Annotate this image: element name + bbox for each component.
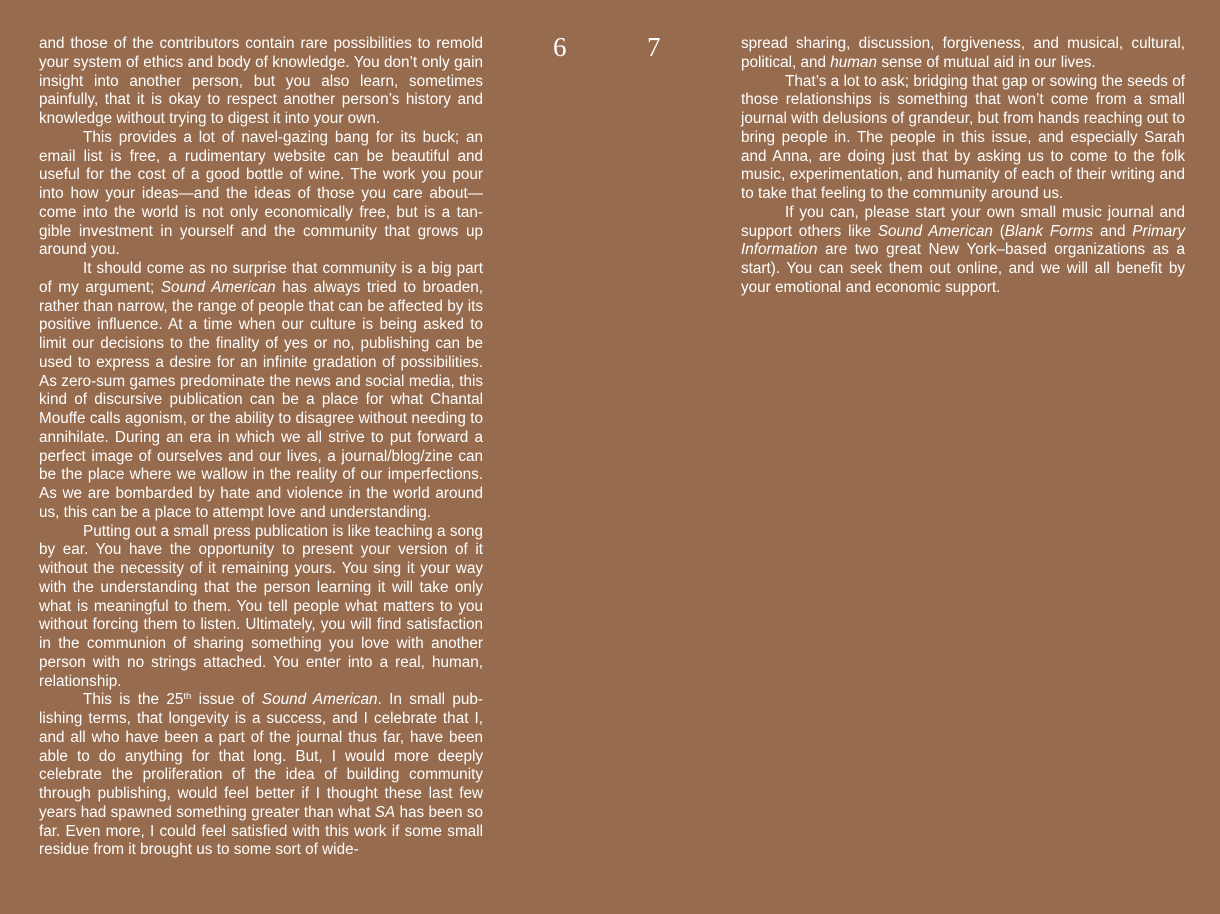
right-p2-text: That’s a lot to ask; bridging that gap or sowing the seeds of those relationships is something that won’t come from a small journal with delusions of grandeur, but from hands reaching out to bring people in. The people in this issue, and especially Sarah and Anna, are doing just that by asking us to come to the folk music, experimentation, and humanity of each of their writing and to take that feeling to the community around us.	[741, 72, 1185, 202]
page-number-right: 7	[647, 32, 661, 62]
left-p5-text-c: . In small publishing terms, that longevity is a success, and I celebrate that I, and all who have been a part of the journal thus far, have been able to do anything for that long. But, I would more deeply celebrate the proliferation of the idea of building community through publishing, would feel better if I thought these last few years had spawned something greater than what	[39, 691, 484, 821]
right-paragraph-2	[741, 73, 1185, 204]
left-p3-italic: Sound American	[160, 278, 276, 296]
left-text-column	[39, 35, 483, 860]
left-p5-text-d: has been so far. Even more, I could feel satisfied with this work if some small residue from it brought us to some sort of wide-	[39, 803, 483, 859]
left-p5-italic-1: Sound American	[261, 691, 378, 709]
left-p5-text-a: This is the 25	[83, 691, 184, 709]
left-p3-text-a: It should come as no surprise that community is a big part of my argument;	[39, 260, 483, 296]
right-p3-text-b: (	[992, 222, 1005, 240]
right-text-column	[741, 35, 1185, 298]
left-p2-text: This provides a lot of navel-gazing bang for its buck; an email list is free, a rudimentary website can be beautiful and useful for the cost of a good bottle of wine. The work you pour into how your ideas—and the ideas of those you care about—come into the world is not only economically free, but is a tangible investment in yourself and the community that grows up around you.	[39, 128, 483, 259]
page-number-left: 6	[553, 32, 567, 62]
right-p3-italic-2: Blank Forms	[1004, 222, 1094, 240]
left-p5-italic-2: SA	[374, 803, 396, 821]
right-p1-text-b: sense of mutual aid in our lives.	[877, 53, 1096, 71]
right-p3-italic-1: Sound American	[877, 222, 993, 240]
right-paragraph-3	[741, 204, 1185, 298]
left-paragraph-5	[39, 691, 483, 860]
right-p1-italic: human	[830, 53, 878, 71]
left-p4-text: Putting out a small press publication is like teaching a song by ear. You have the opportunity to present your version of it without the necessity of it remaining yours. You sing it your way with the understanding that the person learning it will take only what is meaningful to them. You tell people what matters to you without forcing them to listen. Ultimately, you will find satisfaction in the communion of sharing something you love with another person with no strings attached. You enter into a real, human, relationship.	[39, 522, 483, 690]
right-paragraph-1	[741, 35, 1185, 73]
left-paragraph-1	[39, 35, 483, 129]
right-p3-text-c: and	[1093, 222, 1133, 240]
left-p5-text-b: issue of	[191, 691, 262, 709]
right-p1-text-a: spread sharing, discussion, forgiveness, and musical, cultural, political, and	[741, 35, 1185, 71]
left-p3-text-b: has always tried to broaden, rather than narrow, the range of people that can be affected by its positive influence. At a time when our culture is being asked to limit our decisions to the finality of yes or no, publishing can be used to express a desire for an infinite gradation of possibilities. As zero-sum games predominate the news and social media, this kind of discursive publication can be a place for what Chantal Mouffe calls agonism, or the ability to disagree without needing to annihilate. During an era in which we all strive to put forward a perfect image of ourselves and our lives, a journal/blog/zine can be the place where we wallow in the reality of our imperfections. As we are bombarded by hate and violence in the world around us, this can be a place to attempt love and understanding.	[39, 278, 483, 521]
left-paragraph-2	[39, 129, 483, 260]
right-p3-text-d: are two great New York–based organizations as a start). You can seek them out online, and we will all benefit by your emotional and economic support.	[741, 241, 1185, 296]
right-p3-italic-3: Primary Information	[741, 222, 1185, 259]
left-p1-text: and those of the contributors contain rare possibilities to remold your system of ethics and body of knowledge. You don’t only gain insight into another person, but you also learn, sometimes painfully, that it is okay to respect another person’s history and knowledge without trying to digest it into your own.	[39, 35, 483, 127]
right-p3-text-a: If you can, please start your own small music journal and support others like	[741, 203, 1185, 240]
left-paragraph-4	[39, 523, 483, 692]
left-p5-superscript: th	[183, 691, 192, 703]
left-paragraph-3	[39, 260, 483, 523]
